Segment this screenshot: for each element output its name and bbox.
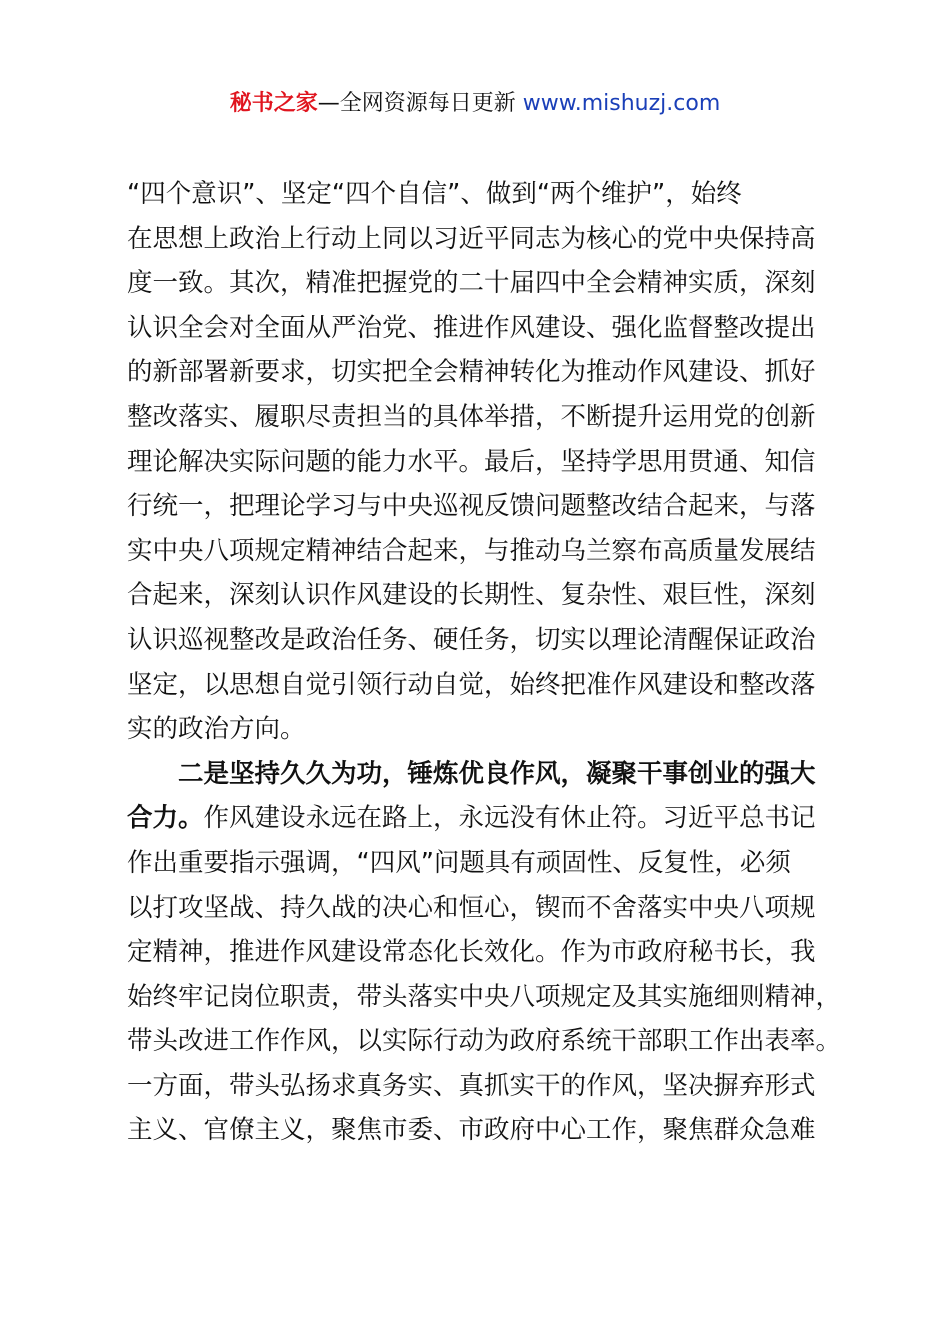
text-line: 整改落实、履职尽责担当的具体举措，不断提升运用党的创新: [127, 401, 816, 432]
paragraph-2: [127, 752, 842, 1153]
document-body: [127, 172, 842, 1153]
section-heading-end: 合力。: [127, 803, 204, 834]
text-line: 带头改进工作作风，以实际行动为政府系统干部职工作出表率。: [127, 1026, 842, 1057]
text-line: 度一致。其次，精准把握党的二十届四中全会精神实质，深刻: [127, 268, 816, 299]
text-line: 实的政治方向。: [127, 714, 306, 745]
text-line: 始终牢记岗位职责，带头落实中央八项规定及其实施细则精神，: [127, 981, 842, 1012]
text-line: 实中央八项规定精神结合起来，与推动乌兰察布高质量发展结: [127, 535, 816, 566]
page-header: [0, 88, 950, 120]
text-line: [127, 796, 835, 841]
paragraph-1: [127, 172, 835, 752]
text-line: 定精神，推进作风建设常态化长效化。作为市政府秘书长，我: [127, 937, 816, 968]
text-line: 一方面，带头弘扬求真务实、真抓实干的作风，坚决摒弃形式: [127, 1070, 816, 1101]
text-line: 认识全会对全面从严治党、推进作风建设、强化监督整改提出: [127, 312, 816, 343]
section-heading: 二是坚持久久为功，锤炼优良作风，凝聚干事创业的强大: [178, 758, 816, 789]
text-line: 行统一，把理论学习与中央巡视反馈问题整改结合起来，与落: [127, 491, 816, 522]
text-line: 的新部署新要求，切实把全会精神转化为推动作风建设、抓好: [127, 357, 816, 388]
text-line: 在思想上政治上行动上同以习近平同志为核心的党中央保持高: [127, 223, 816, 254]
text-line: “四个意识”、坚定“四个自信”、做到“两个维护”，始终: [127, 179, 742, 209]
text-line: 理论解决实际问题的能力水平。最后，坚持学思用贯通、知信: [127, 446, 816, 477]
text-line: 坚定，以思想自觉引领行动自觉，始终把准作风建设和整改落: [127, 669, 816, 700]
text-segment: 作风建设永远在路上，永远没有休止符。习近平总书记: [203, 803, 816, 834]
header-url-link[interactable]: www.mishuzj.com: [522, 91, 721, 116]
text-line: 主义、官僚主义，聚焦市委、市政府中心工作，聚焦群众急难: [127, 1115, 816, 1146]
text-line: 认识巡视整改是政治任务、硬任务，切实以理论清醒保证政治: [127, 624, 816, 655]
header-tagline: —全网资源每日更新: [317, 91, 523, 116]
text-line: 合起来，深刻认识作风建设的长期性、复杂性、艰巨性，深刻: [127, 580, 816, 611]
header-brand: 秘书之家: [229, 91, 318, 116]
text-line: 以打攻坚战、持久战的决心和恒心，锲而不舍落实中央八项规: [127, 892, 816, 923]
text-line: 作出重要指示强调，“四风”问题具有顽固性、反复性，必须: [127, 847, 791, 878]
